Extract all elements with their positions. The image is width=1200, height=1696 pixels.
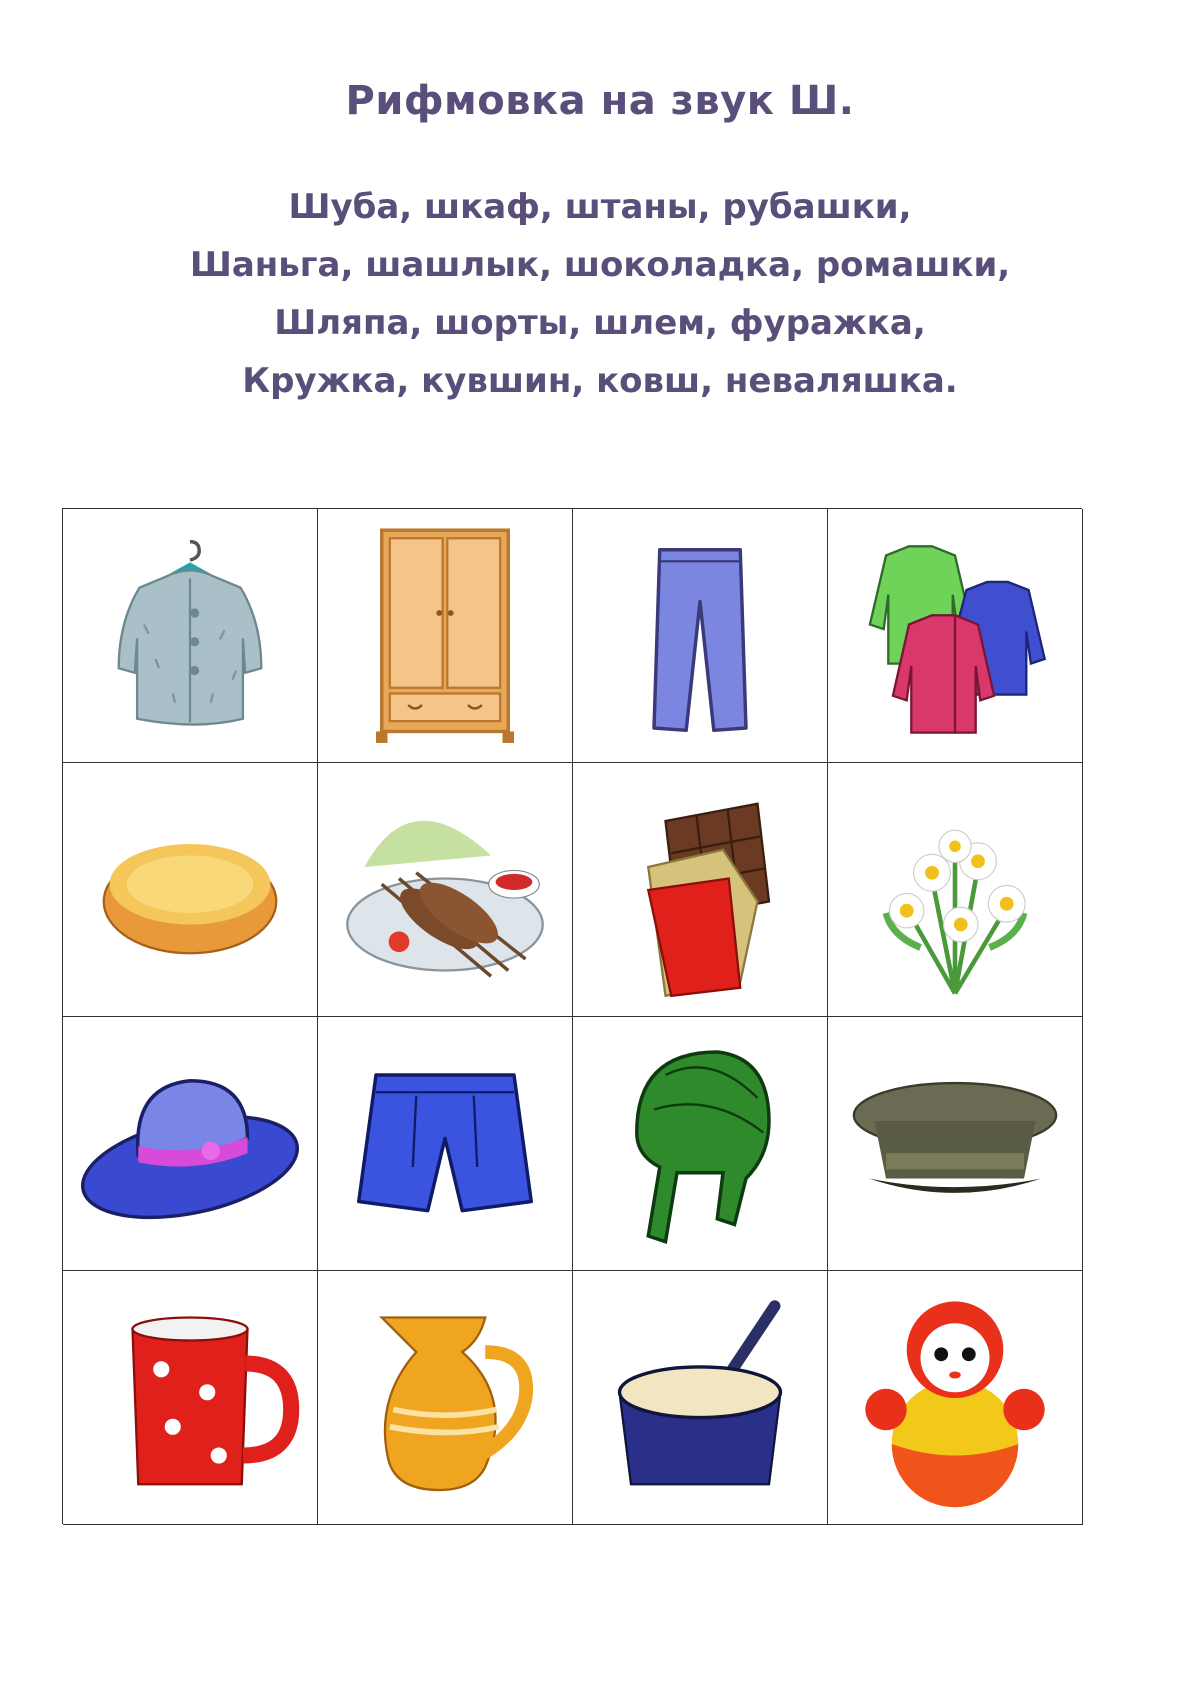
ladle-pot-icon <box>585 1283 815 1513</box>
grid-cell-peaked-cap <box>828 1017 1083 1271</box>
poem <box>0 178 1200 410</box>
grid-cell-helmet <box>573 1017 828 1271</box>
grid-cell-trousers <box>573 509 828 763</box>
poem-line-1: Шуба, шкаф, штаны, рубашки, <box>288 187 912 227</box>
chamomile-icon <box>840 775 1070 1005</box>
grid-cell-fur-coat <box>63 509 318 763</box>
shanga-bun-icon <box>75 775 305 1005</box>
chocolate-bar-icon <box>585 775 815 1005</box>
shashlik-icon <box>330 775 560 1005</box>
shorts-icon <box>330 1029 560 1259</box>
peaked-cap-icon <box>840 1029 1070 1259</box>
trousers-icon <box>585 521 815 751</box>
poem-line-4: Кружка, кувшин, ковш, неваляшка. <box>242 361 958 401</box>
grid-cell-wardrobe <box>318 509 573 763</box>
grid-cell-chocolate-bar <box>573 763 828 1017</box>
roly-poly-doll-icon <box>840 1283 1070 1513</box>
jug-icon <box>330 1283 560 1513</box>
picture-grid <box>62 508 1082 1524</box>
hat-icon <box>75 1029 305 1259</box>
grid-cell-shorts <box>318 1017 573 1271</box>
grid-cell-jug <box>318 1271 573 1525</box>
wardrobe-icon <box>330 521 560 751</box>
helmet-icon <box>585 1029 815 1259</box>
grid-cell-mug <box>63 1271 318 1525</box>
grid-cell-shanga-bun <box>63 763 318 1017</box>
grid-cell-shirts <box>828 509 1083 763</box>
poem-line-2: Шаньга, шашлык, шоколадка, ромашки, <box>189 245 1011 285</box>
grid-cell-chamomile <box>828 763 1083 1017</box>
grid-cell-hat <box>63 1017 318 1271</box>
mug-icon <box>75 1283 305 1513</box>
grid-cell-roly-poly-doll <box>828 1271 1083 1525</box>
grid-cell-ladle-pot <box>573 1271 828 1525</box>
grid-cell-shashlik <box>318 763 573 1017</box>
page-title: Рифмовка на звук Ш. <box>345 78 855 124</box>
poem-line-3: Шляпа, шорты, шлем, фуражка, <box>274 303 926 343</box>
fur-coat-icon <box>75 521 305 751</box>
shirts-icon <box>840 521 1070 751</box>
